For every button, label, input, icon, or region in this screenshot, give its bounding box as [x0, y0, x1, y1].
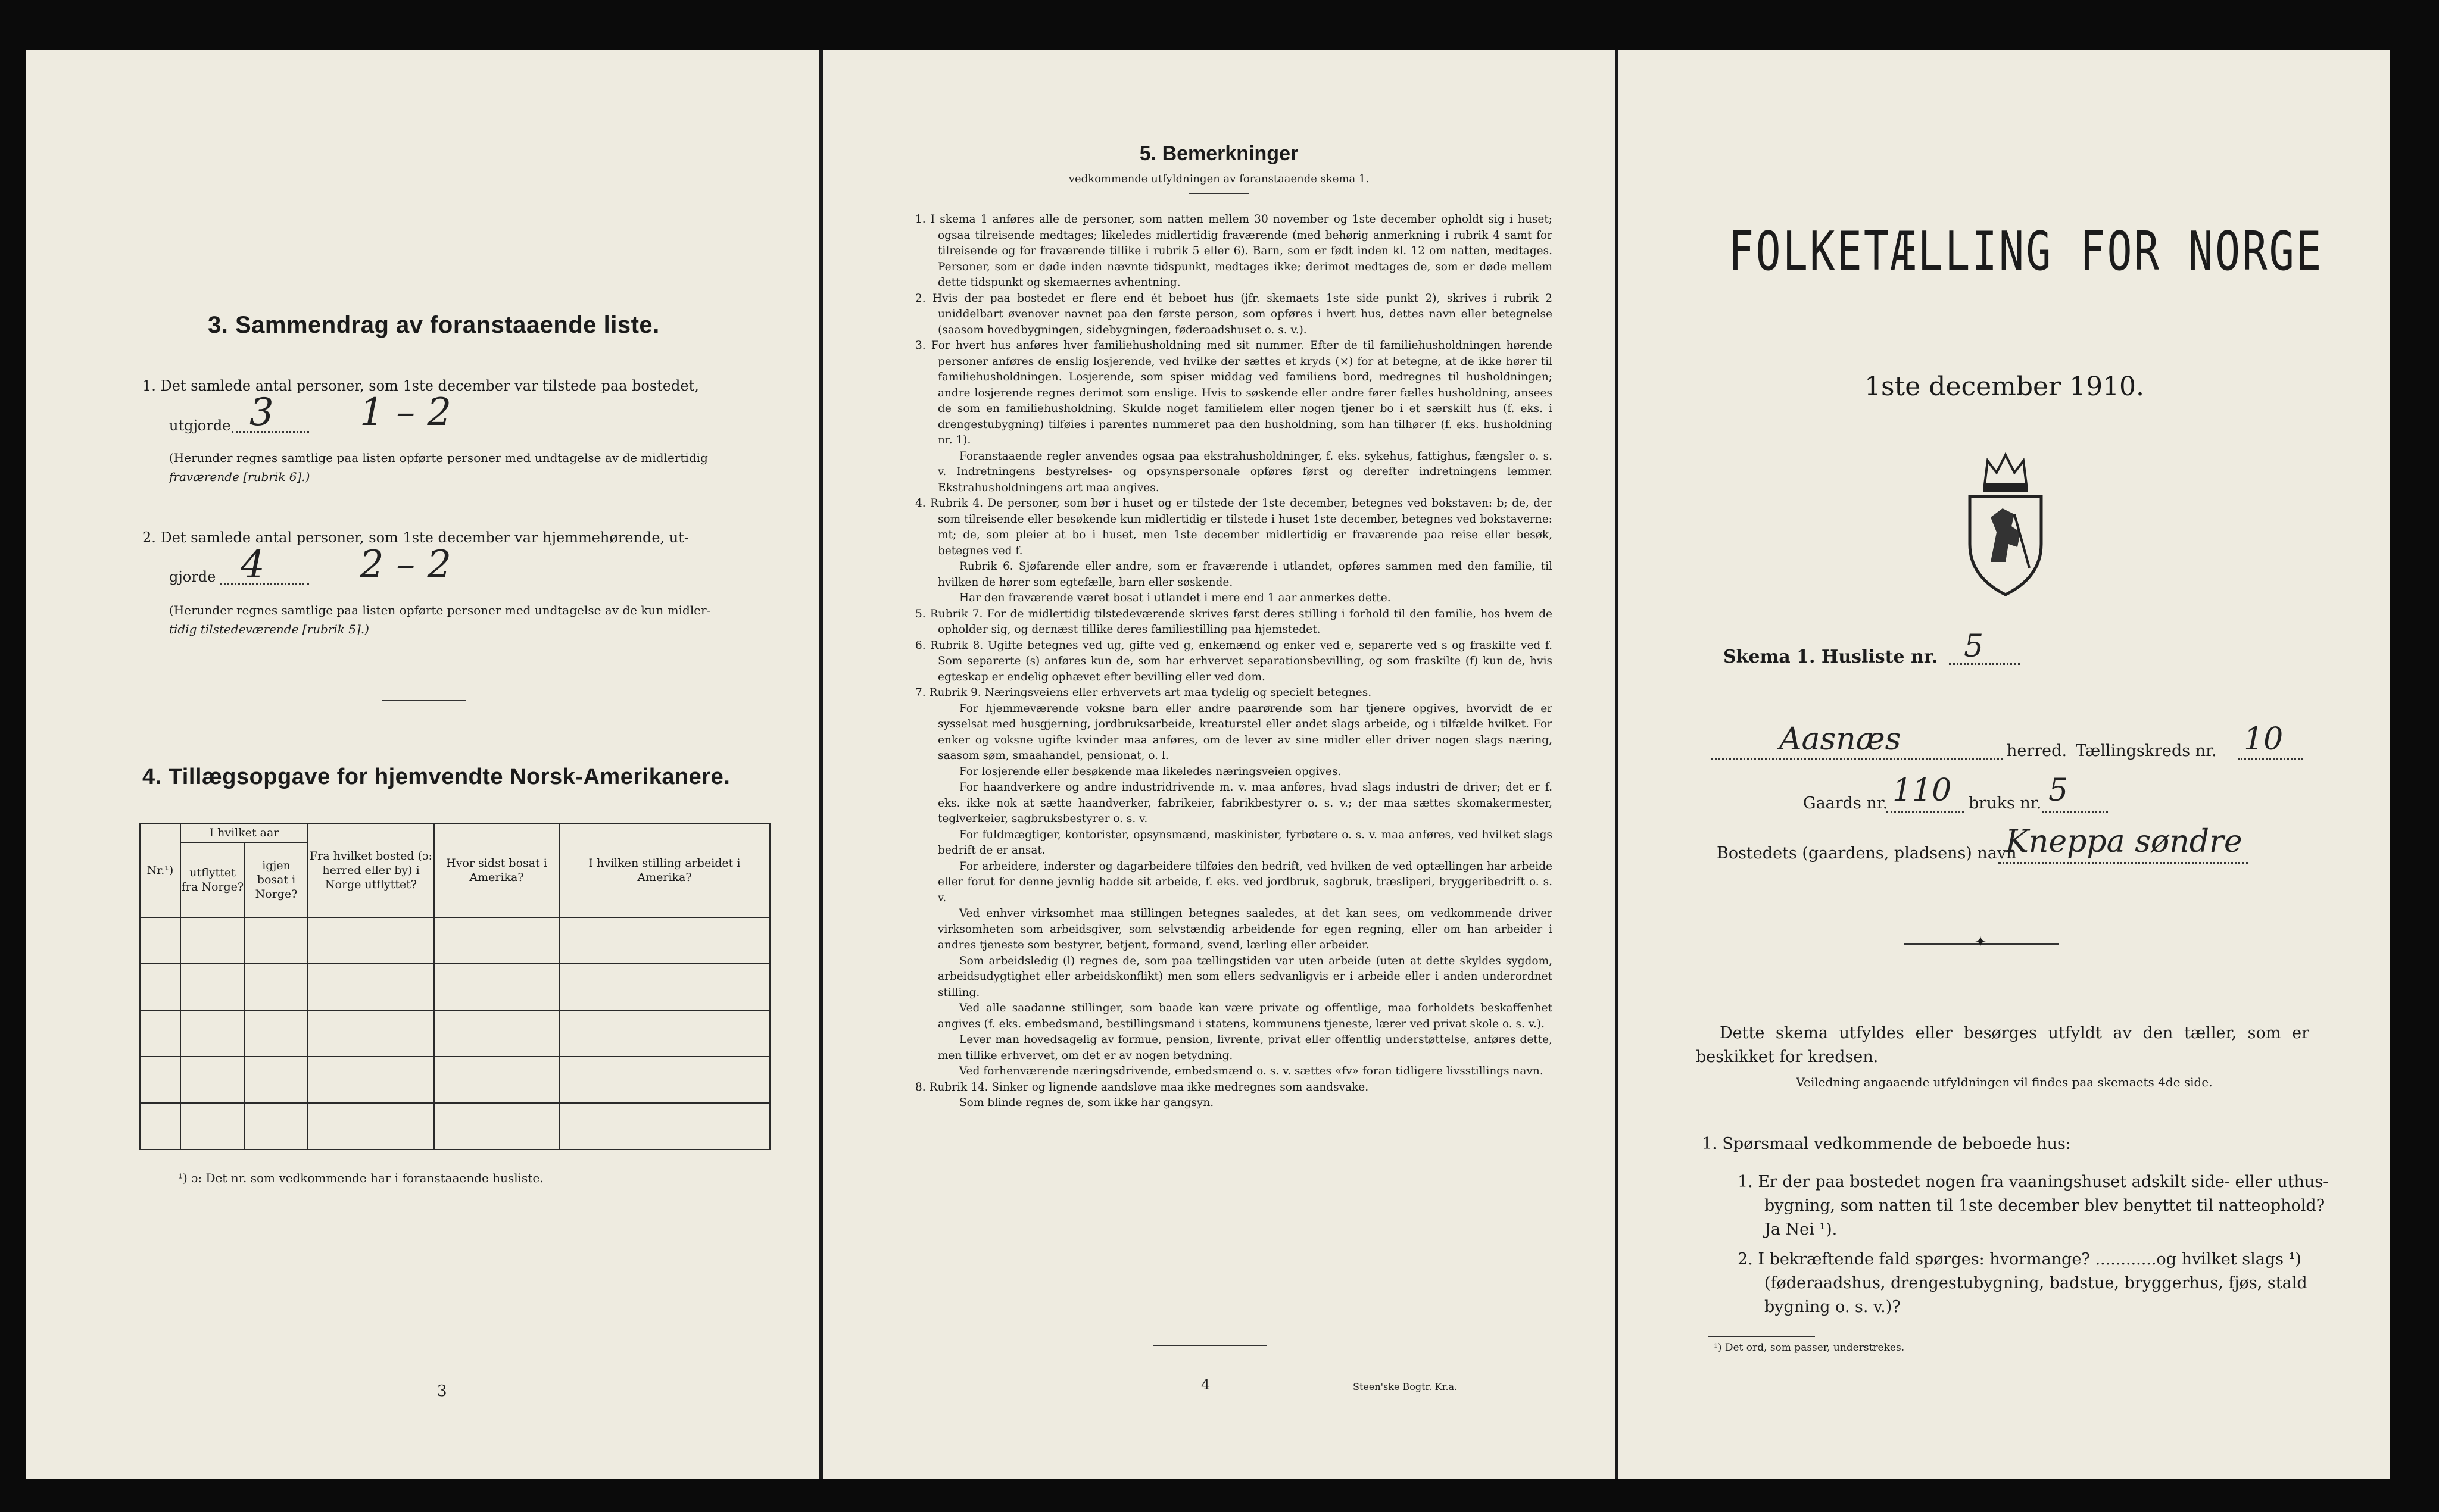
remark-3: 3. For hvert hus anføres hver familiehusholdning med sit nummer. Efter de til familiehusholdningen hørende personer anføres de enslig losjerende, ved hvilke der sættes et kryds (×) for at betegne, at de ikke hører til familiehusholdningen. Losjerende, som spiser middag ved familiens bord, medregnes til husholdningen; andre losjerende regnes derimot som enslige. Hvis to søskende eller andre fører fælles husholdning, ansees de som en familiehusholdning. Skulde noget familielem eller nogen tjener bo i et særskilt hus (f. eks. i drengestubygning) tilføies i parentes nummeret paa den husholdning, som han tilhører (f. eks. husholdning nr. 1). [915, 339, 1552, 446]
gaards-label: Gaards nr. [1803, 794, 1888, 813]
question-1: 1. Er der paa bostedet nogen fra vaaningshuset adskilt side- eller uthus-bygning, som natten til 1ste december blev benyttet til natteophold? Ja Nei ¹). [1738, 1173, 2329, 1239]
divider [382, 700, 466, 701]
col-sidst-bosat: Hvor sidst bosat i Amerika? [434, 823, 559, 917]
remark-7h: Som arbeidsledig (l) regnes de, som paa tællingstiden var uten arbeide (uten at dette skyldes sygdom, arbeidsudygtighet eller arbeidskonflikt) men som ellers sedvanligvis er i arbeide eller i anden underordnet stilling. [938, 954, 1552, 999]
remark-2: 2. Hvis der paa bostedet er flere end ét beboet hus (jfr. skemaets 1ste side punkt 2), skrives i rubrik 2 uniddelbart øvenover navnet paa den første person, som opføres i hvert hus, dettes navn eller betegnelse (saasom hovedbygningen, sidebygningen, føderaadshuset o. s. v.). [915, 292, 1552, 336]
remark-4: 4. Rubrik 4. De personer, som bør i huset og er tilstede der 1ste december, betegnes ved bokstaven: b; de, der som tilreisende eller besøkende kun midlertidig er tilstede i huset 1ste december, betegnes ved bokstaverne: mt; de, som pleier at bo i huset, men 1ste december midlertidig er fraværende paa reise eller besøk, betegnes ved f. [915, 497, 1552, 557]
norsk-amerikanere-table [139, 823, 771, 1150]
intro-text: Dette skema utfyldes eller besørges utfyldt av den tæller, som er beskikket for kredsen. [1696, 1024, 2309, 1066]
remark-7d: For haandverkere og andre industridrivende m. v. maa anføres, hvad slags industri de driver; det er f. eks. ikke nok at sætte haandverker, fabrikeier, fabrikbestyrer o. s. v.; der maa sættes skomakermester, teglverkeier, sagbruksbestyrer o. s. v. [938, 781, 1552, 825]
remark-7k: Ved forhenværende næringsdrivende, embedsmænd o. s. v. sættes «fv» foran tidligere livsstillings navn. [959, 1065, 1543, 1077]
item2-value: 4 [241, 543, 265, 587]
ornament-icon: ✦ [1975, 933, 1987, 950]
intro-guidance: Veiledning angaaende utfyldningen vil findes paa skemaets 4de side. [1796, 1075, 2213, 1089]
husliste-dotline [1949, 663, 2020, 665]
footnote: ¹) Det ord, som passer, understrekes. [1714, 1342, 1905, 1354]
middle-page [823, 50, 1615, 1479]
item2-note-1: (Herunder regnes samtlige paa listen opførte personer med undtagelse av de kun midler- [169, 603, 711, 617]
page-number: 3 [437, 1382, 447, 1400]
item1-value: 3 [249, 391, 274, 435]
bruks-label: bruks nr. [1969, 794, 2042, 813]
remark-4b: Rubrik 6. Sjøfarende eller andre, som er fraværende i utlandet, opføres sammen med den familie, til hvilken de hører som egtefælle, barn eller søskende. [938, 560, 1552, 589]
questions-title: 1. Spørsmaal vedkommende de beboede hus: [1702, 1135, 2071, 1153]
remark-8b: Som blinde regnes de, som ikke har gangsyn. [959, 1096, 1214, 1109]
table-row [140, 964, 770, 1010]
bruks-dotline [2042, 811, 2108, 813]
table-row [140, 1103, 770, 1149]
kreds-dotline [2238, 758, 2303, 760]
kreds-nr: 10 [2244, 721, 2284, 757]
bosted-value: Kneppa søndre [2006, 824, 2242, 860]
item1-handwriting: 1 – 2 [360, 391, 452, 435]
divider [1189, 193, 1249, 194]
remark-7i: Ved alle saadanne stillinger, som baade kan være private og offentlige, maa forholdets beskaffenhet angives (f. eks. embedsmand, bestillingsmand i statens, kommunens tjeneste, lærer ved privat skole o. s. v.). [938, 1002, 1552, 1030]
gaards-nr: 110 [1892, 773, 1952, 808]
item2-utgjorde: gjorde [169, 568, 216, 585]
section4-title: 4. Tillægsopgave for hjemvendte Norsk-Amerikanere. [142, 764, 731, 789]
page-number: 4 [1201, 1376, 1211, 1393]
item1-note-1: (Herunder regnes samtlige paa listen opførte personer med undtagelse av de midlertidig [169, 451, 708, 465]
herred-label: herred. [2007, 742, 2067, 760]
remark-7: 7. Rubrik 9. Næringsveiens eller erhvervets art maa tydelig og specielt betegnes. [915, 686, 1372, 699]
remark-7g: Ved enhver virksomhet maa stillingen betegnes saaledes, at det kan sees, om vedkommende driver virksomheten som arbeidsgiver, som selvstændig arbeidende for egen regning, eller om han arbeider i andres tjeneste som bestyrer, betjent, formand, svend, lærling eller arbeider. [938, 907, 1552, 951]
item1-utgjorde: utgjorde [169, 417, 231, 434]
remark-7e: For fuldmægtiger, kontorister, opsynsmænd, maskinister, fyrbøtere o. s. v. maa anføres, ved hvilket slags bedrift de er ansat. [938, 828, 1552, 857]
item2-note-2: tidig tilstedeværende [rubrik 5].) [169, 622, 369, 636]
printer-mark: Steen'ske Bogtr. Kr.a. [1353, 1381, 1458, 1392]
left-page [26, 50, 819, 1479]
bruks-nr: 5 [2048, 773, 2069, 808]
col-stilling: I hvilken stilling arbeidet i Amerika? [559, 823, 770, 917]
gaards-dotline [1886, 811, 1964, 813]
item1-text: 1. Det samlede antal personer, som 1ste december var tilstede paa bostedet, [142, 377, 699, 394]
remark-7f: For arbeidere, inderster og dagarbeidere tilføies den bedrift, ved hvilken de ved optællingen har arbeide eller forut for denne jevnlig hadde sit arbeide, f. eks. ved jordbruk, sagbruk, træsliperi, bryggeribedrift o. s. v. [938, 860, 1552, 904]
col-nr: Nr.¹) [140, 823, 180, 917]
item2-handwriting: 2 – 2 [360, 543, 452, 587]
question-2: 2. I bekræftende fald spørges: hvormange? ............og hvilket slags ¹) (føderaadshus, drengestubygning, badstue, bryggerhus, fjøs, stald bygning o. s. v.)? [1738, 1250, 2307, 1316]
herred-dotline [1711, 758, 2003, 760]
right-page [1618, 50, 2390, 1479]
item2-text: 2. Det samlede antal personer, som 1ste december var hjemmehørende, ut- [142, 529, 689, 546]
remark-8: 8. Rubrik 14. Sinker og lignende aandsløve maa ikke medregnes som aandsvake. [915, 1080, 1369, 1094]
herred-value: Aasnæs [1779, 721, 1901, 757]
remark-7c: For losjerende eller besøkende maa likeledes næringsveien opgives. [959, 765, 1342, 778]
remark-6: 6. Rubrik 8. Ugifte betegnes ved ug, gifte ved g, enkemænd og enker ved e, separerte ved s og fraskilte ved f. Som separerte (s) anføres kun de, som har erhvervet separationsbevilling, og som fraskilte (f) kun de, hvis egteskap er endelig ophævet efter bevilling eller ved dom. [915, 639, 1552, 683]
remark-1: 1. I skema 1 anføres alle de personer, som natten mellem 30 november og 1ste december opholdt sig i huset; ogsaa tilreisende medtages; likeledes midlertidig fraværende (med behørig anmerkning i rubrik 4 samt for tilreisende og for fraværende tillike i rubrik 5 eller 6). Barn, som er født inden kl. 12 om natten, medtages. Personer, som er døde inden nævnte tidspunkt, medtages ikke; derimot medtages de, som er døde mellem dette tidspunkt og skemaernes avhentning. [915, 213, 1552, 289]
remarks-body [915, 212, 1552, 1111]
col-fra-bosted: Fra hvilket bosted (ɔ: herred eller by) i Norge utflyttet? [308, 823, 434, 917]
item1-note-2: fraværende [rubrik 6].) [169, 470, 310, 484]
kreds-label: Tællingskreds nr. [2076, 742, 2217, 760]
table-row [140, 917, 770, 964]
section3-title: 3. Sammendrag av foranstaaende liste. [208, 312, 660, 338]
skema-label: Skema 1. Husliste nr. [1723, 646, 1938, 667]
table-row [140, 1010, 770, 1057]
col-group-aar: I hvilket aar [180, 823, 308, 842]
remark-7j: Lever man hovedsagelig av formue, pension, livrente, privat eller offentlig understøttelse, anføres dette, men tillike erhvervet, om det er av nogen betydning. [938, 1033, 1552, 1062]
table-row [140, 1057, 770, 1103]
bosted-label: Bostedets (gaardens, pladsens) navn [1717, 844, 2017, 863]
remark-3b: Foranstaaende regler anvendes ogsaa paa ekstrahusholdninger, f. eks. sykehus, fattighus, fængsler o. s. v. Indretningens bestyrelses- og opsynspersonale opføres først og derefter indretningens lemmer. Ekstrahusholdningens art maa angives. [938, 449, 1552, 494]
remark-4c: Har den fraværende været bosat i utlandet i mere end 1 aar anmerkes dette. [959, 592, 1391, 604]
census-date: 1ste december 1910. [1864, 371, 2145, 402]
col-utflyttet: utflyttet fra Norge? [180, 842, 245, 917]
remark-7b: For hjemmeværende voksne barn eller andre paarørende som har tjenere opgives, hvorvidt de er sysselsat med husgjerning, jordbruksarbeide, kreaturstel eller andet slags arbeide, og i tilfælde hvilket. For enker og voksne ugifte kvinder maa anføres, om de lever av sine midler eller driver nogen slags næring, saasom søm, smaahandel, pensionat, o. l. [938, 702, 1552, 762]
remarks-subtitle: vedkommende utfyldningen av foranstaaende skema 1. [1068, 173, 1370, 185]
divider [1153, 1345, 1267, 1346]
census-title: FOLKETÆLLING FOR NORGE [1729, 220, 2323, 283]
table-footnote: ¹) ɔ: Det nr. som vedkommende har i foranstaaende husliste. [178, 1171, 544, 1185]
divider [1708, 1336, 1815, 1337]
col-igjen-bosat: igjen bosat i Norge? [245, 842, 308, 917]
coat-of-arms-icon [1955, 443, 2056, 598]
bosted-dotline [1998, 862, 2248, 864]
remark-5: 5. Rubrik 7. For de midlertidig tilstedeværende skrives først deres stilling i forhold til den familie, hos hvem de opholder sig, og dernæst tillike deres familiestilling paa hjemstedet. [915, 607, 1552, 636]
husliste-nr: 5 [1964, 629, 1984, 664]
remarks-title: 5. Bemerkninger [1139, 142, 1299, 165]
